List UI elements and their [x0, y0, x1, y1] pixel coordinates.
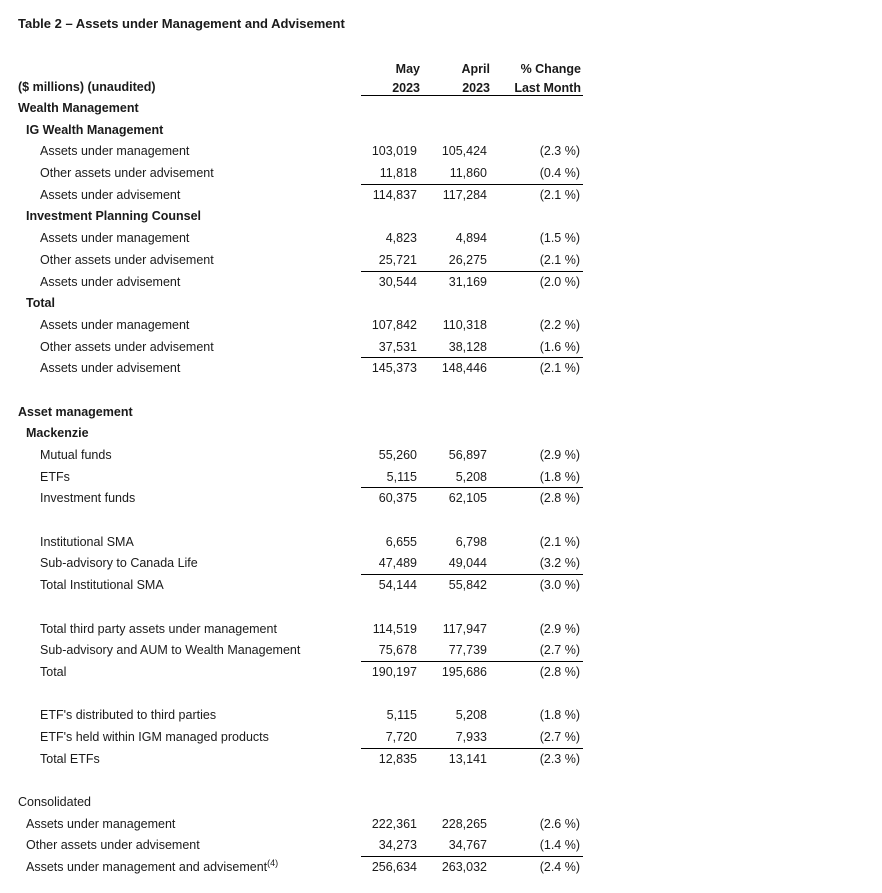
spacer-row	[18, 597, 583, 619]
pct-change-value: (2.4 %)	[539, 860, 580, 875]
table-row	[18, 358, 583, 380]
table-row	[18, 575, 583, 597]
row-label: Investment funds	[40, 491, 136, 506]
row-label: Sub-advisory to Canada Life	[40, 556, 198, 571]
may-2023-value: 37,531	[378, 339, 417, 354]
april-2023-value: 148,446	[441, 361, 487, 376]
april-2023-value: 38,128	[448, 339, 487, 354]
spacer-row	[18, 510, 583, 532]
april-2023-value: 5,208	[455, 469, 487, 484]
table-row	[18, 835, 583, 857]
spacer-row	[18, 770, 583, 792]
april-2023-value: 31,169	[448, 274, 487, 289]
table-row	[18, 228, 583, 250]
may-2023-value: 47,489	[378, 556, 417, 571]
row-label: Mackenzie	[26, 426, 89, 441]
april-2023-value: 105,424	[441, 144, 487, 159]
pct-change-value: (1.8 %)	[539, 469, 580, 484]
table-row	[18, 553, 583, 575]
row-label: Assets under advisement	[40, 361, 181, 376]
row-label: Assets under management and advisement$^{(4)}$	[26, 858, 279, 875]
april-2023-value: 49,044	[448, 556, 487, 571]
section-header-row	[18, 293, 583, 315]
table-row	[18, 727, 583, 749]
table-row	[18, 141, 583, 163]
row-label: ETFs	[40, 469, 70, 484]
row-label: Consolidated	[18, 795, 91, 809]
april-2023-value: 195,686	[441, 664, 487, 679]
row-label: Other assets under advisement	[26, 838, 200, 853]
may-2023-value: 11,818	[379, 166, 417, 181]
may-2023-value: 75,678	[378, 643, 417, 658]
april-2023-value: 263,032	[441, 860, 487, 875]
april-2023-value: 55,842	[448, 578, 487, 593]
table-row	[18, 662, 583, 684]
row-label: Total ETFs	[40, 751, 100, 766]
column-header-may-2023: May 2023	[392, 62, 420, 95]
table-row	[18, 185, 583, 207]
pct-change-value: (2.1 %)	[539, 252, 580, 267]
pct-change-value: (1.8 %)	[539, 708, 580, 723]
row-label: Assets under advisement	[40, 187, 181, 202]
row-label: Assets under advisement	[40, 274, 181, 289]
april-2023-value: 6,798	[455, 534, 487, 549]
pct-change-value: (2.9 %)	[539, 621, 580, 636]
table-row	[18, 705, 583, 727]
may-2023-value: 55,260	[378, 448, 417, 462]
row-label: Other assets under advisement	[40, 339, 214, 354]
pct-change-value: (0.4 %)	[539, 166, 580, 181]
april-2023-value: 7,933	[455, 729, 487, 744]
pct-change-value: (2.3 %)	[539, 751, 580, 766]
april-2023-value: 11,860	[449, 166, 487, 181]
column-header-april-2023: April 2023	[461, 62, 490, 95]
april-2023-value: 26,275	[448, 252, 487, 267]
table-row	[18, 272, 583, 294]
row-label: Sub-advisory and AUM to Wealth Management	[40, 643, 301, 658]
table-row	[18, 488, 583, 510]
section-header-row	[18, 423, 583, 445]
table-row	[18, 857, 583, 879]
spacer-row	[18, 684, 583, 706]
april-2023-value: 117,284	[442, 187, 487, 202]
row-label: Other assets under advisement	[40, 166, 214, 181]
pct-change-value: (2.8 %)	[539, 664, 580, 679]
may-2023-value: 54,144	[378, 578, 417, 593]
row-label: IG Wealth Management	[26, 122, 164, 137]
table-row	[18, 445, 583, 467]
row-label: Total	[40, 664, 67, 679]
row-label: Assets under management	[40, 231, 190, 246]
table-row	[18, 337, 583, 359]
table-title: Table 2 – Assets under Management and Advisement	[18, 16, 345, 31]
pct-change-value: (2.6 %)	[539, 816, 580, 831]
pct-change-value: (3.2 %)	[539, 556, 580, 571]
april-2023-value: 62,105	[448, 491, 487, 506]
may-2023-value: 256,634	[371, 860, 417, 875]
row-label: Total Institutional SMA	[40, 578, 164, 593]
units-label: ($ millions) (unaudited)	[18, 80, 156, 94]
table-header	[18, 60, 583, 96]
row-label: Total third party assets under management	[40, 621, 277, 636]
footnote-ref: (4)	[267, 858, 279, 869]
table-body	[18, 98, 583, 879]
april-2023-value: 56,897	[448, 448, 487, 462]
pct-change-value: (2.8 %)	[539, 491, 580, 506]
row-label: Mutual funds	[40, 448, 112, 462]
may-2023-value: 5,115	[386, 708, 417, 723]
pct-change-value: (2.1 %)	[539, 534, 580, 549]
april-2023-value: 117,947	[442, 621, 487, 636]
may-2023-value: 60,375	[378, 491, 417, 506]
pct-change-value: (1.6 %)	[539, 339, 580, 354]
may-2023-value: 6,655	[385, 534, 417, 549]
may-2023-value: 190,197	[371, 664, 417, 679]
table-row	[18, 467, 583, 489]
pct-change-value: (2.7 %)	[539, 643, 580, 658]
pct-change-value: (2.7 %)	[539, 729, 580, 744]
spacer-row	[18, 380, 583, 402]
table-row	[18, 640, 583, 662]
may-2023-value: 5,115	[386, 469, 417, 484]
april-2023-value: 34,767	[448, 838, 487, 853]
row-label: Wealth Management	[18, 101, 139, 115]
column-header-pct-change: % Change Last Month	[514, 62, 581, 95]
april-2023-value: 4,894	[455, 231, 487, 246]
april-2023-value: 5,208	[455, 708, 487, 723]
pct-change-value: (2.0 %)	[539, 274, 580, 289]
row-label: Assets under management	[40, 144, 190, 159]
row-label: Assets under management	[40, 317, 190, 332]
row-label: Institutional SMA	[40, 534, 134, 549]
may-2023-value: 12,835	[378, 751, 417, 766]
section-header-row	[18, 120, 583, 142]
row-label: Investment Planning Counsel	[26, 209, 202, 224]
table-row	[18, 749, 583, 771]
section-header-row	[18, 402, 583, 424]
row-label: ETF's held within IGM managed products	[40, 729, 269, 744]
may-2023-value: 30,544	[378, 274, 417, 289]
pct-change-value: (2.1 %)	[539, 361, 580, 376]
may-2023-value: 145,373	[371, 361, 417, 376]
pct-change-value: (1.5 %)	[539, 231, 580, 246]
pct-change-value: (2.9 %)	[539, 448, 580, 462]
table-row	[18, 163, 583, 185]
table-row	[18, 532, 583, 554]
row-label: Other assets under advisement	[40, 252, 214, 267]
row-label: Asset management	[18, 404, 133, 419]
may-2023-value: 7,720	[385, 729, 417, 744]
section-header-row	[18, 98, 583, 120]
may-2023-value: 222,361	[371, 816, 417, 831]
pct-change-value: (3.0 %)	[539, 578, 580, 593]
section-header-row	[18, 206, 583, 228]
pct-change-value: (2.1 %)	[539, 187, 580, 202]
may-2023-value: 34,273	[378, 838, 417, 853]
may-2023-value: 103,019	[371, 144, 417, 159]
header-divider	[361, 95, 583, 96]
may-2023-value: 25,721	[378, 252, 417, 267]
pct-change-value: (2.3 %)	[539, 144, 580, 159]
table-row	[18, 315, 583, 337]
may-2023-value: 114,837	[372, 187, 417, 202]
section-header-row	[18, 792, 583, 814]
may-2023-value: 4,823	[385, 231, 417, 246]
april-2023-value: 228,265	[441, 816, 487, 831]
pct-change-value: (1.4 %)	[539, 838, 580, 853]
row-label: ETF's distributed to third parties	[40, 708, 217, 723]
may-2023-value: 107,842	[371, 317, 417, 332]
row-label: Total	[26, 296, 55, 311]
may-2023-value: 114,519	[372, 621, 417, 636]
table-row	[18, 814, 583, 836]
table-row	[18, 250, 583, 272]
april-2023-value: 13,141	[448, 751, 487, 766]
april-2023-value: 77,739	[448, 643, 487, 658]
pct-change-value: (2.2 %)	[539, 317, 580, 332]
table-row	[18, 619, 583, 641]
april-2023-value: 110,318	[442, 317, 487, 332]
row-label: Assets under management	[26, 816, 176, 831]
